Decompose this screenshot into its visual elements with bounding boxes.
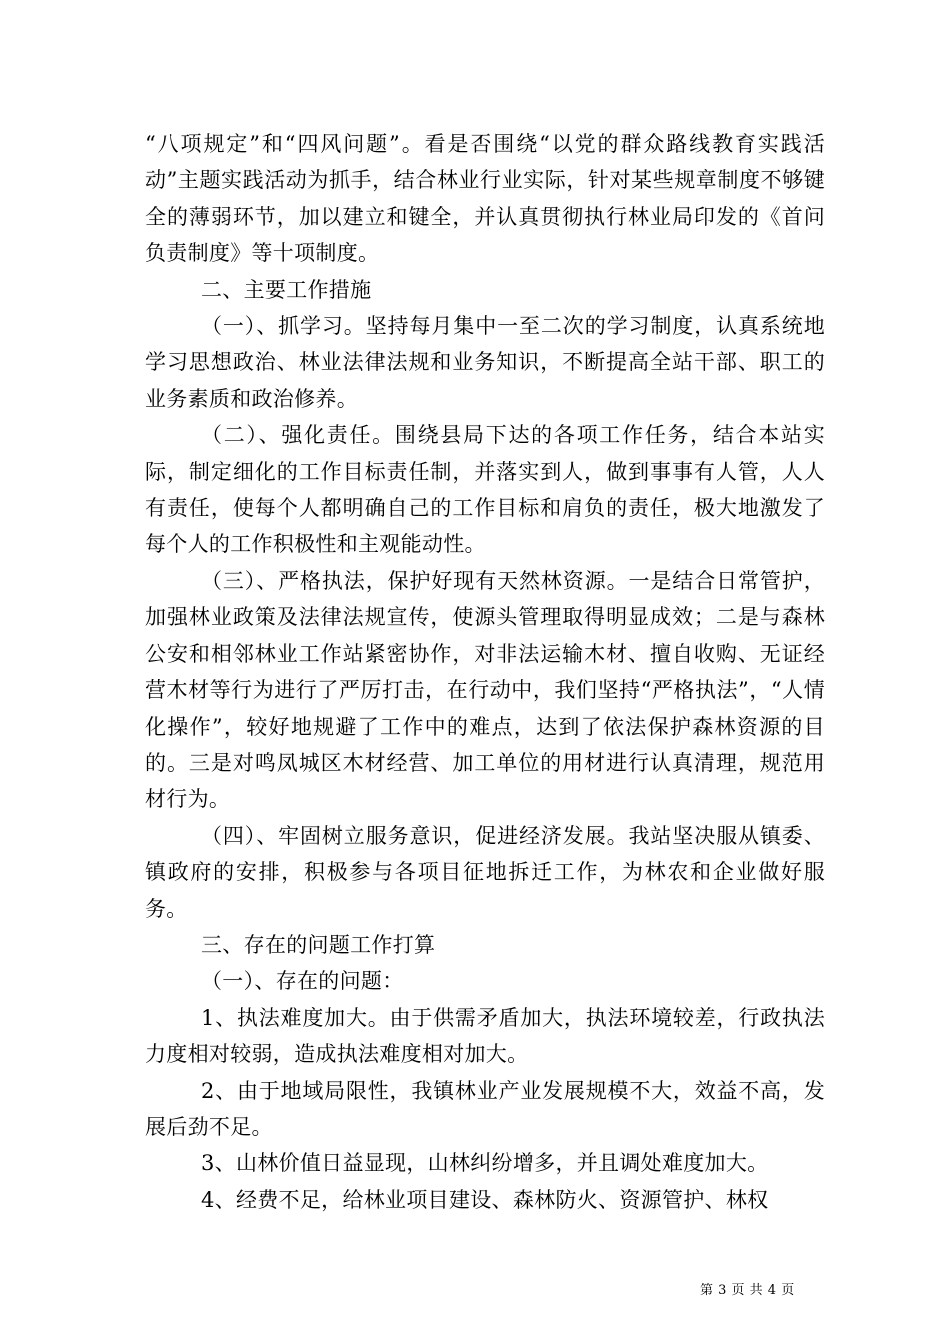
paragraph-continuation: “八项规定”和“四风问题”。看是否围绕“以党的群众路线教育实践活动”主题实践活动为抓手，结合林业行业实际，针对某些规章制度不够键全的薄弱环节，加以建立和键全，并认真贯彻执行林业局印发的《首问负责制度》等十项制度。 bbox=[145, 132, 825, 266]
paragraph-study: （一）、抓学习。坚持每月集中一至二次的学习制度，认真系统地学习思想政治、林业法律法规和业务知识，不断提高全站干部、职工的业务素质和政治修养。 bbox=[145, 314, 825, 411]
section-heading-measures: 二、主要工作措施 bbox=[201, 277, 372, 302]
section-heading-problems: 三、存在的问题工作打算 bbox=[201, 932, 436, 957]
page-number-footer: 第 3 页 共 4 页 bbox=[700, 1283, 795, 1298]
paragraph-responsibility: （二）、强化责任。围绕县局下达的各项工作任务，结合本站实际，制定细化的工作目标责任制，并落实到人，做到事事有人管，人人有责任，使每个人都明确自己的工作目标和肩负的责任，极大地激发了每个人的工作积极性和主观能动性。 bbox=[145, 423, 825, 557]
paragraph-law-enforcement: （三）、严格执法，保护好现有天然林资源。一是结合日常管护，加强林业政策及法律法规宣传，使源头管理取得明显成效；二是与森林公安和相邻林业工作站紧密协作，对非法运输木材、擅自收购、无证经营木材等行为进行了严厉打击，在行动中，我们坚持“严格执法”，“人情化操作”，较好地规避了工作中的难点，达到了依法保护森林资源的目的。三是对鸣凤城区木材经营、加工单位的用材进行认真清理，规范用材行为。 bbox=[145, 568, 825, 812]
list-item-problem-4: 4、经费不足，给林业项目建设、森林防火、资源管护、林权 bbox=[201, 1187, 769, 1212]
list-item-problem-2: 2、由于地域局限性，我镇林业产业发展规模不大，效益不高，发展后劲不足。 bbox=[145, 1078, 825, 1139]
list-item-problem-3: 3、山林价值日益显现，山林纠纷增多，并且调处难度加大。 bbox=[201, 1151, 769, 1176]
document-body bbox=[145, 126, 825, 1218]
paragraph-service: （四）、牢固树立服务意识，促进经济发展。我站坚决服从镇委、镇政府的安排，积极参与各项目征地拆迁工作，为林农和企业做好服务。 bbox=[145, 823, 825, 921]
list-item-problem-1: 1、执法难度加大。由于供需矛盾加大，执法环境较差，行政执法力度相对较弱，造成执法难度相对加大。 bbox=[145, 1005, 825, 1067]
subheading-problems: （一）、存在的问题： bbox=[201, 969, 404, 994]
